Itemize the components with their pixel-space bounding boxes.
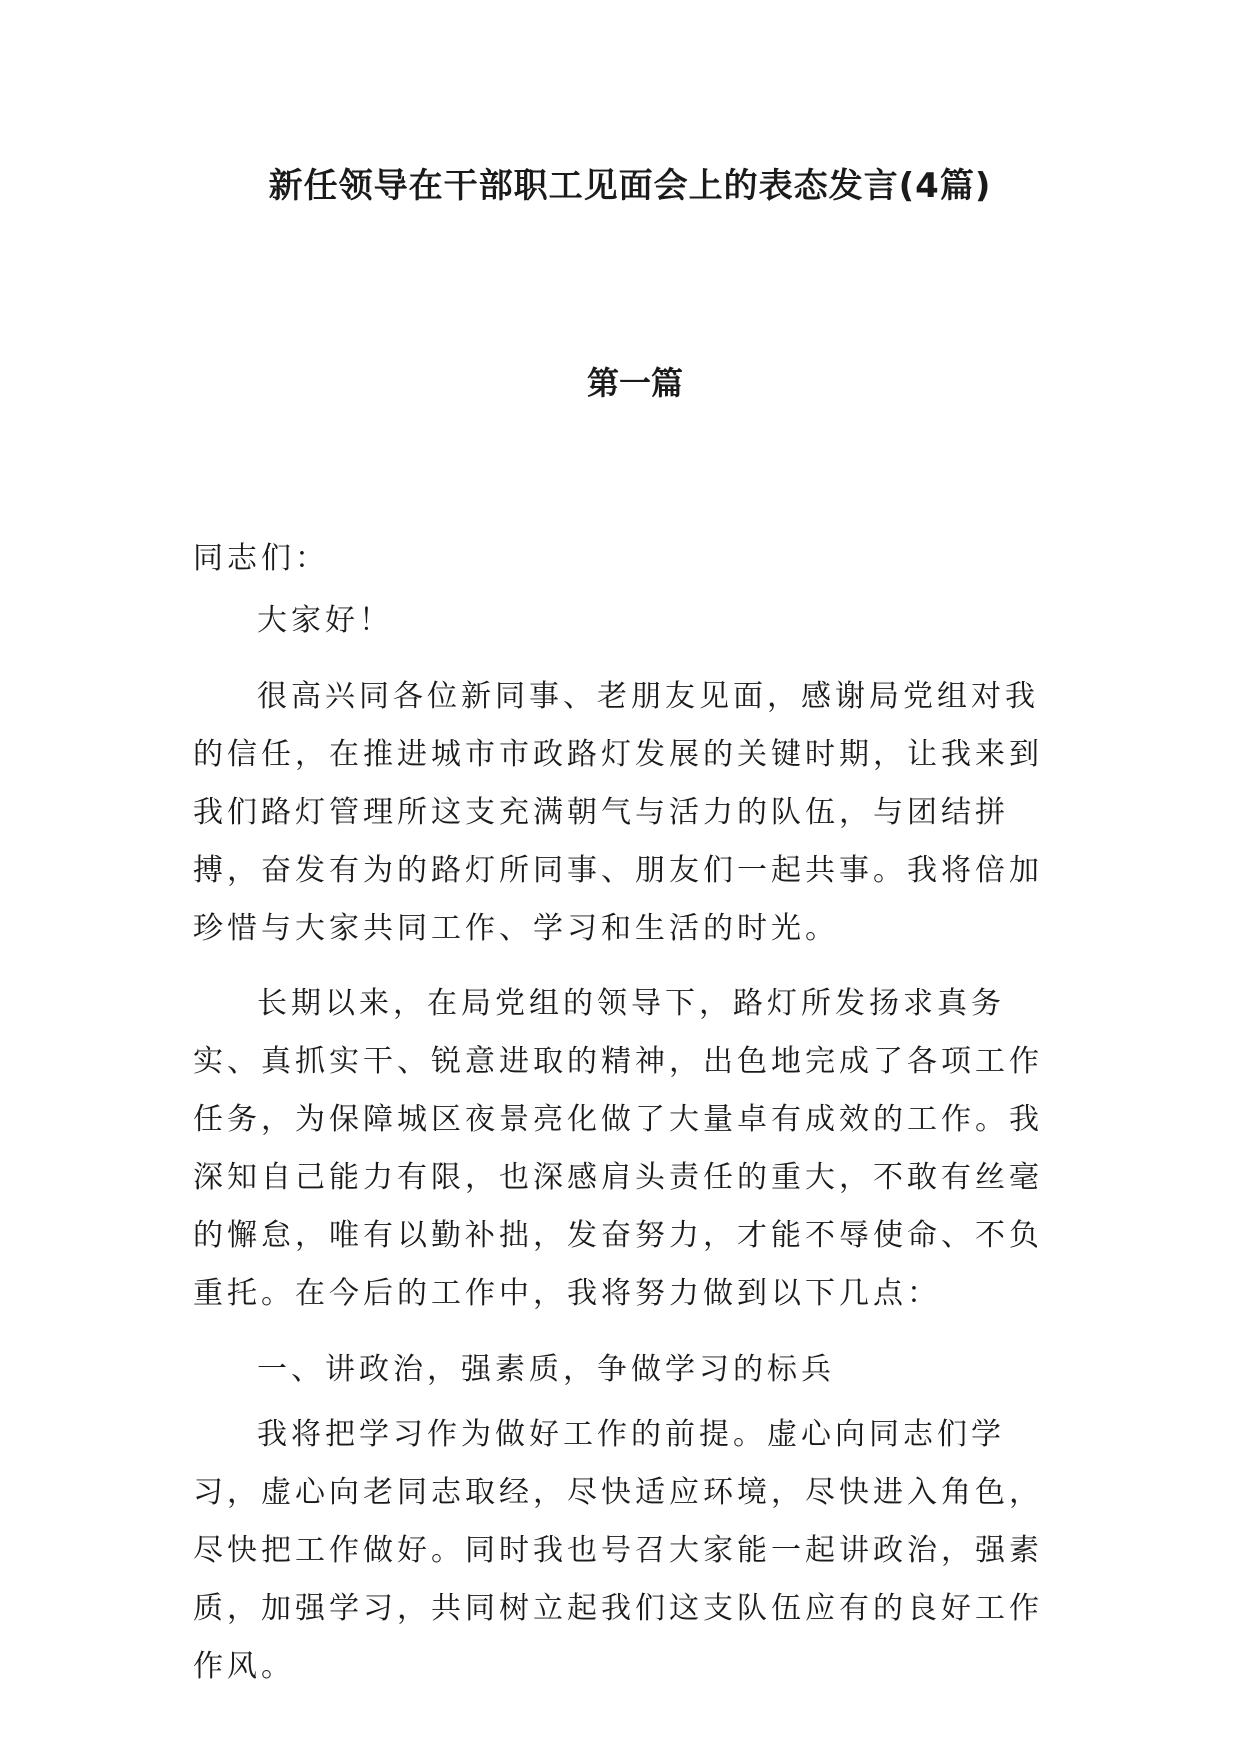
document-title: 新任领导在干部职工见面会上的表态发言(4篇) — [268, 166, 992, 206]
paragraph-1: 很高兴同各位新同事、老朋友见面，感谢局党组对我的信任，在推进城市市政路灯发展的关键时期，让我来到我们路灯管理所这支充满朝气与活力的队伍，与团结拼搏，奋发有为的路灯所同事、朋友们一起共事。我将倍加珍惜与大家共同工作、学习和生活的时光。 — [193, 679, 1043, 946]
section-title: 第一篇 — [586, 364, 683, 402]
paragraph-3: 我将把学习作为做好工作的前提。虚心向同志们学习，虚心向老同志取经，尽快适应环境，尽快进入角色，尽快把工作做好。同时我也号召大家能一起讲政治，强素质，加强学习，共同树立起我们这支队伍应有的良好工作作风。 — [193, 1417, 1043, 1684]
paragraph-2: 长期以来，在局党组的领导下，路灯所发扬求真务实、真抓实干、锐意进取的精神，出色地完成了各项工作任务，为保障城区夜景亮化做了大量卓有成效的工作。我深知自己能力有限，也深感肩头责任的重大，不敢有丝毫的懈怠，唯有以勤补拙，发奋努力，才能不辱使命、不负重托。在今后的工作中，我将努力做到以下几点： — [193, 986, 1043, 1311]
greeting: 大家好！ — [257, 603, 393, 638]
heading-point-1: 一、讲政治，强素质，争做学习的标兵 — [257, 1352, 835, 1387]
salutation: 同志们： — [193, 541, 329, 576]
